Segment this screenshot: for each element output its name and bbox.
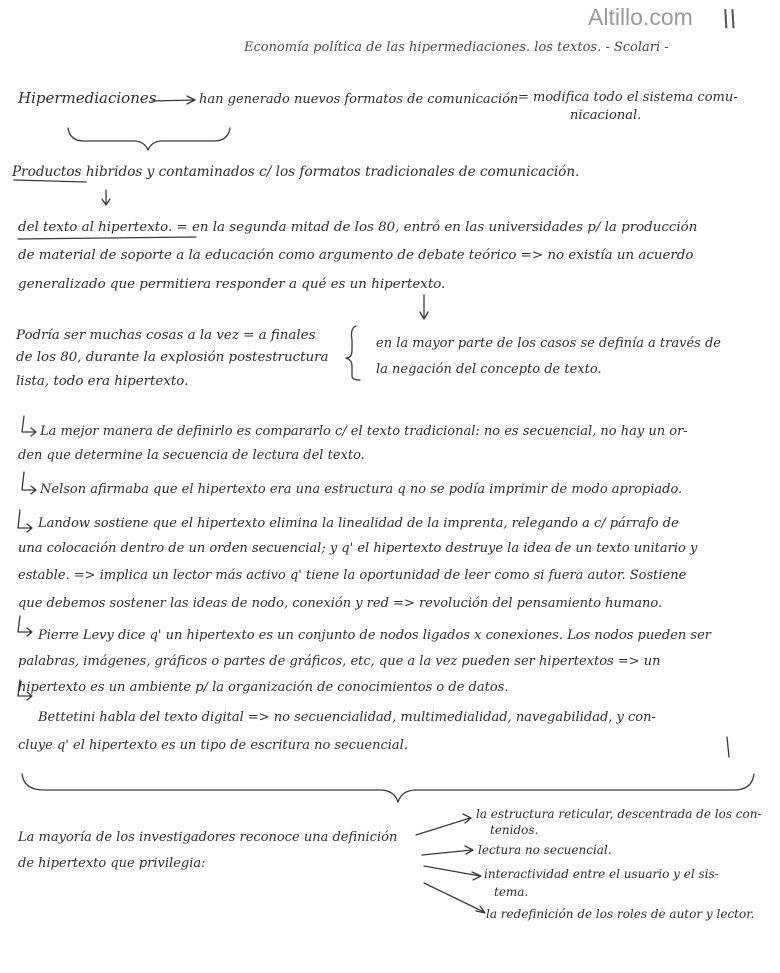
- watermark-brand: Altillo.com: [588, 4, 693, 30]
- point-4-line-3: hipertexto es un ambiente p/ la organización de conocimientos o de datos.: [18, 680, 509, 695]
- item-estructura-reticular: la estructura reticular, descentrada de los con-: [476, 807, 762, 821]
- item-interactividad-cont: tema.: [494, 885, 529, 899]
- productos-line: Productos hibridos y contaminados c/ los formatos tradicionales de comunicación.: [12, 164, 580, 180]
- item-estructura-reticular-cont: tenidos.: [490, 823, 539, 837]
- arrow-item-4: [424, 883, 485, 913]
- podria-side-2: la negación del concepto de texto.: [376, 362, 602, 377]
- point-3-line-2: una colocación dentro de un orden secuencial; y q' el hipertexto destruye la idea de un texto unitario y: [18, 541, 698, 556]
- mayoria-line-1: La mayoría de los investigadores reconoce una definición: [18, 830, 398, 845]
- hook-p3: [18, 510, 32, 532]
- point-4-line-2: palabras, imágenes, gráficos o partes de gráficos, etc, que a la vez pueden ser hipertextos => un: [18, 654, 661, 669]
- arrow-item-1: [416, 814, 471, 835]
- mayoria-line-2: de hipertexto que privilegia:: [18, 856, 206, 871]
- hook-p2: [22, 472, 36, 494]
- arrow-hipermediaciones: [152, 96, 195, 104]
- hook-p1: [22, 416, 36, 436]
- texto-hipertexto-line-1: del texto al hipertexto. = en la segunda mitad de los 80, entró en las universidades p/ la producción: [18, 220, 698, 235]
- arrow-down-productos: [102, 190, 110, 205]
- bracket-podria: [346, 326, 360, 380]
- point-5-line-2: cluye q' el hipertexto es un tipo de escritura no secuencial.: [18, 738, 408, 753]
- point-2: Nelson afirmaba que el hipertexto era una estructura q no se podía imprimir de modo apropiado.: [40, 482, 683, 497]
- point-3-line-4: que debemos sostener las ideas de nodo, conexión y red => revolución del pensamiento humano.: [18, 596, 663, 611]
- hipermediaciones-result-1: = modifica todo el sistema comu-: [518, 90, 738, 105]
- point-1-line-1: La mejor manera de definirlo es compararlo c/ el texto tradicional: no es secuencial, no hay un or-: [40, 424, 688, 439]
- item-redefinicion-roles: la redefinición de los roles de autor y lector.: [486, 907, 755, 921]
- arrow-item-2: [422, 846, 473, 855]
- podria-line-3: lista, todo era hipertexto.: [16, 374, 189, 389]
- podria-line-1: Podría ser muchas cosas a la vez = a finales: [16, 328, 316, 343]
- podria-line-2: de los 80, durante la explosión postestructura: [16, 350, 329, 365]
- texto-hipertexto-line-3: generalizado que permitiera responder a qué es un hipertexto.: [18, 277, 446, 292]
- hipermediaciones-result-2: nicacional.: [570, 108, 642, 123]
- brace-points: [22, 774, 754, 802]
- term-hipermediaciones: Hipermediaciones: [18, 89, 157, 107]
- page-title: Economía política de las hipermediaciones. los textos. - Scolari -: [244, 40, 669, 55]
- point-3-line-1: Landow sostiene que el hipertexto elimina la linealidad de la imprenta, relegando a c/ párrafo de: [38, 516, 679, 531]
- hook-p4: [18, 616, 32, 636]
- brace-hipermediaciones: [68, 128, 230, 150]
- point-5-line-1: Bettetini habla del texto digital => no secuencialidad, multimedialidad, navegabilidad, y con-: [38, 710, 656, 725]
- item-lectura-no-secuencial: lectura no secuencial.: [478, 843, 612, 857]
- arrow-down-hipertexto: [420, 295, 428, 319]
- arrow-item-3: [424, 866, 481, 880]
- podria-side-1: en la mayor parte de los casos se definía a través de: [376, 336, 721, 351]
- point-4-line-1: Pierre Levy dice q' un hipertexto es un conjunto de nodos ligados x conexiones. Los nodos pueden ser: [38, 628, 711, 643]
- point-3-line-3: estable. => implica un lector más activo q' tiene la oportunidad de leer como si fuera autor. Sostiene: [18, 568, 687, 583]
- hipermediaciones-effect: han generado nuevos formatos de comunicación: [199, 92, 519, 107]
- item-interactividad: interactividad entre el usuario y el sis-: [484, 867, 719, 881]
- mark-right: [727, 737, 729, 757]
- point-1-line-2: den que determine la secuencia de lectura del texto.: [18, 448, 365, 463]
- watermark-mark: \\: [718, 4, 740, 34]
- texto-hipertexto-line-2: de material de soporte a la educación como argumento de debate teórico => no existía un acuerdo: [18, 248, 694, 263]
